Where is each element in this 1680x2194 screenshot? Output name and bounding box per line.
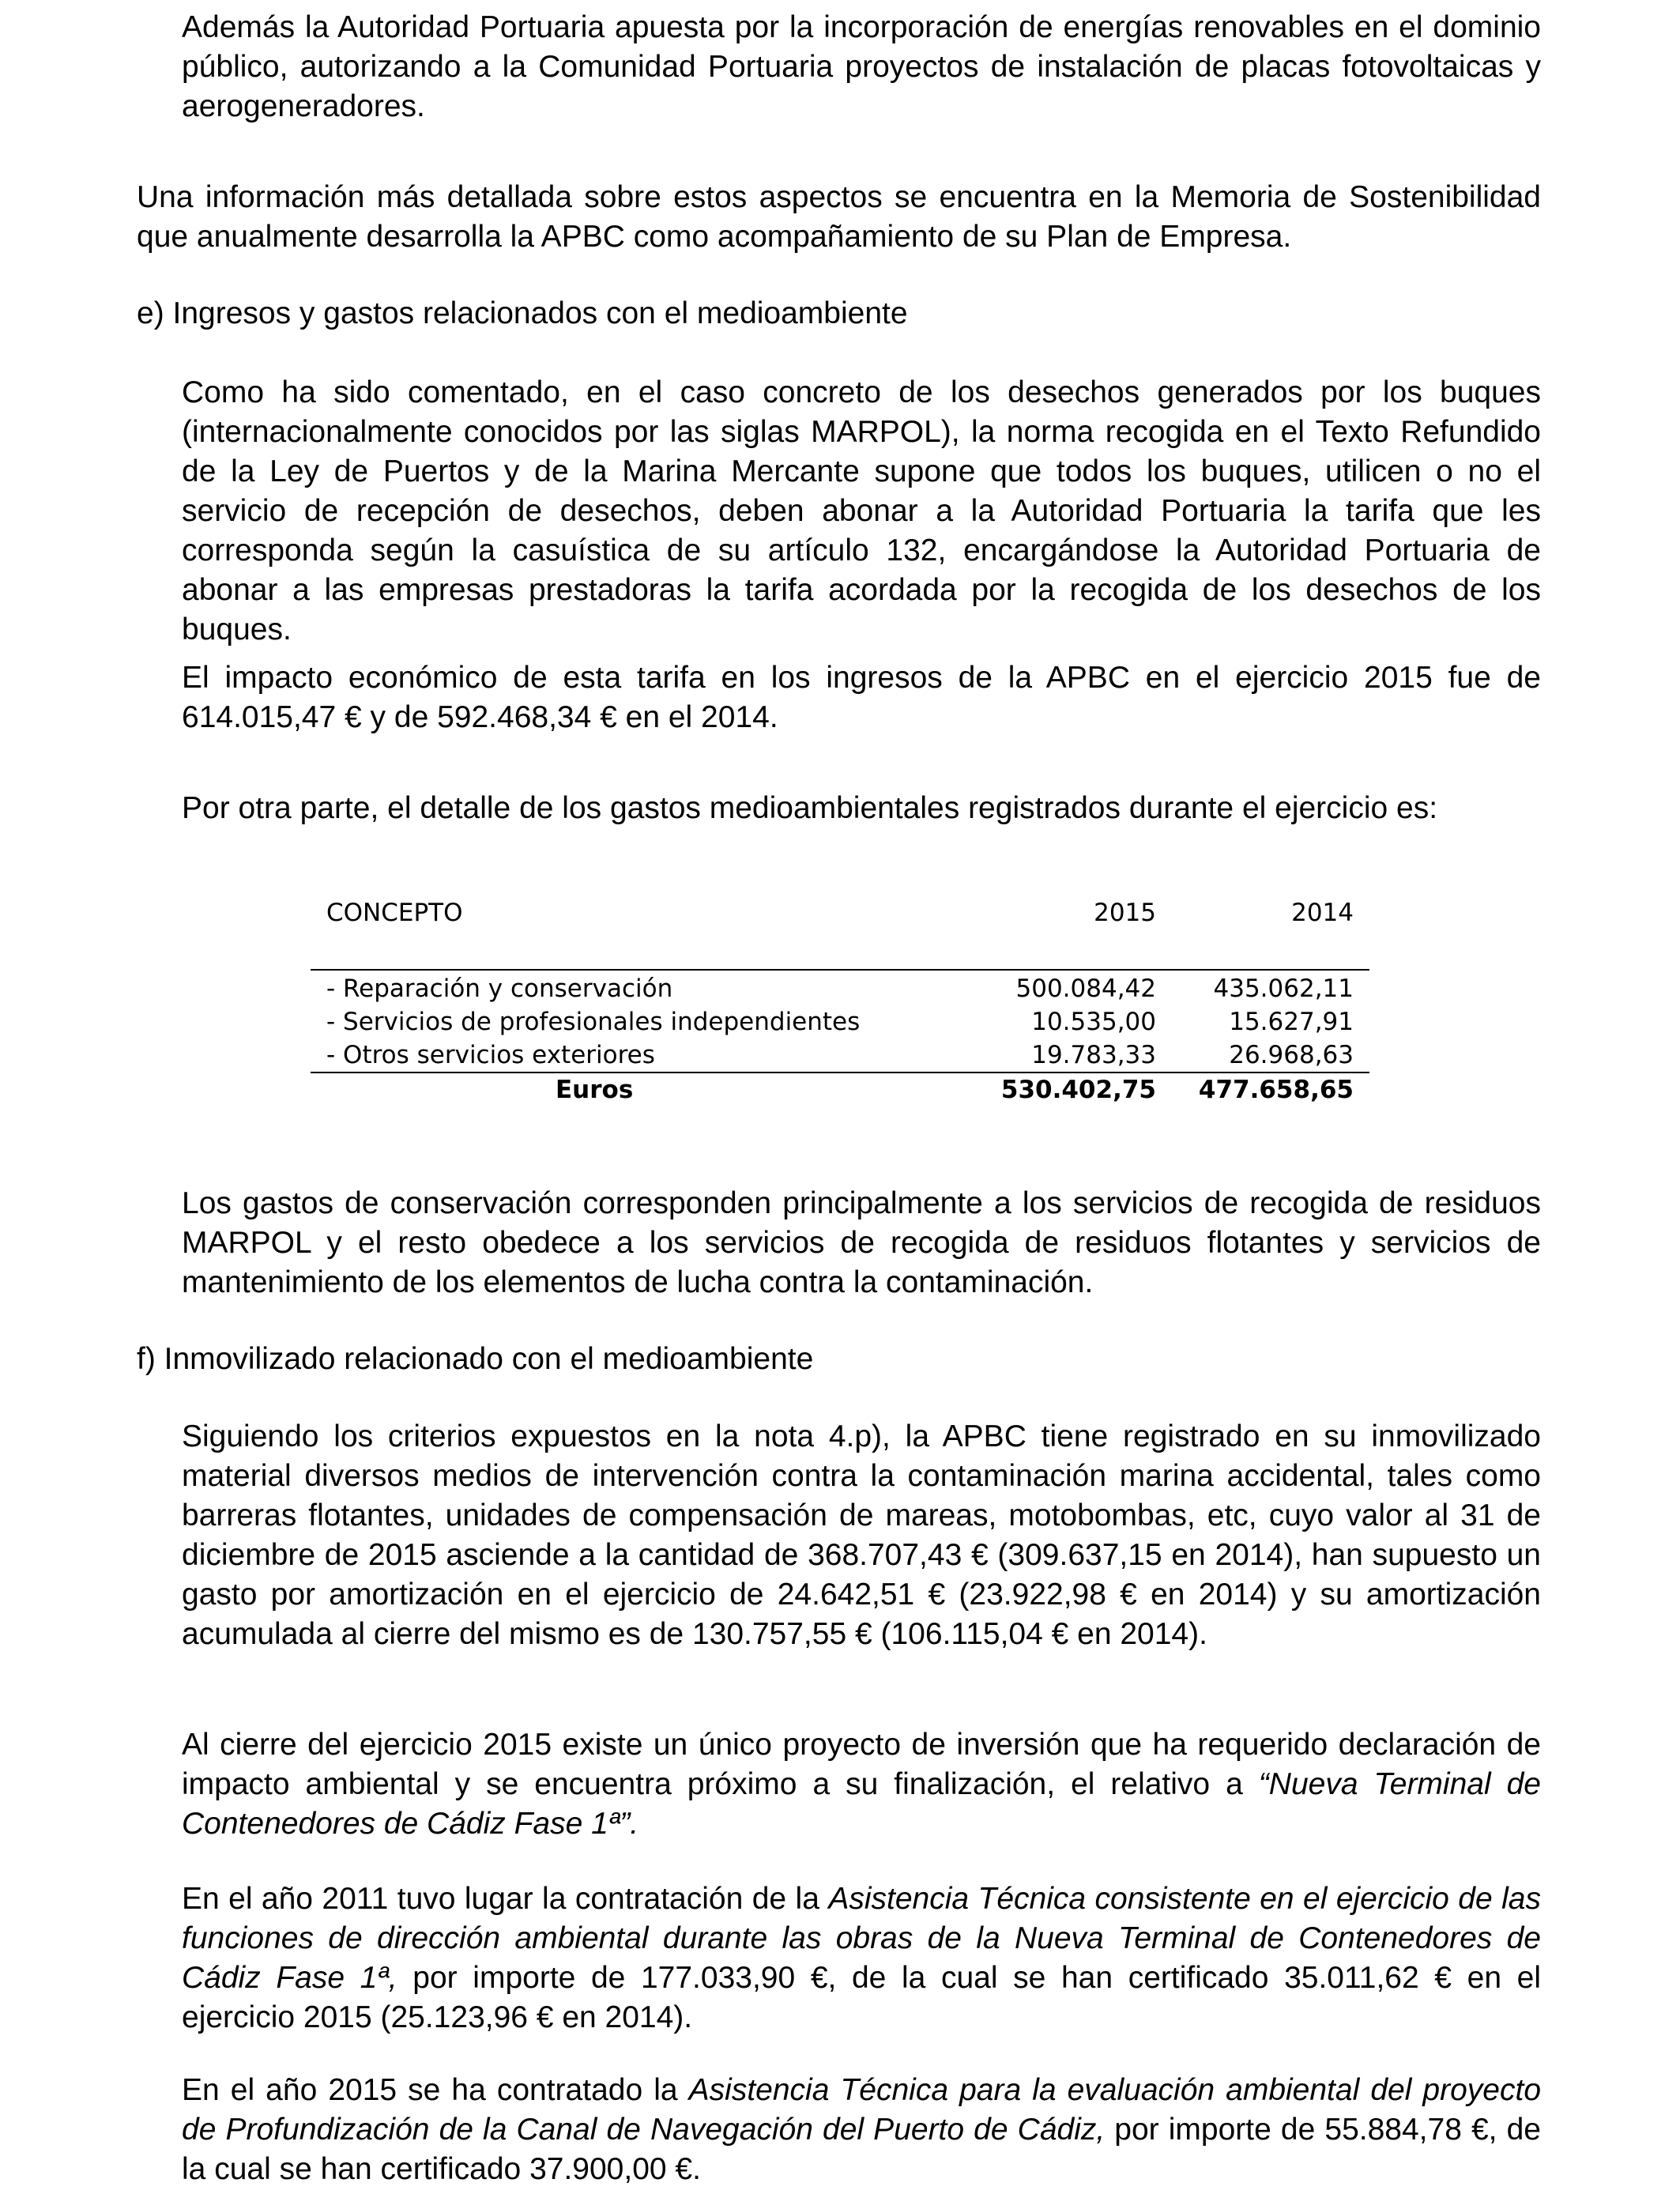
row-value-2015: 19.783,33 — [1031, 1041, 1156, 1069]
paragraph-technical-assistance-2011 — [182, 1879, 1541, 2038]
text-span: En el año 2011 tuvo lugar la contratación de la — [182, 1882, 829, 1916]
table-header-row — [311, 896, 1369, 929]
table-row — [311, 1005, 1369, 1039]
italic-assistance-title: Asistencia Técnica para la evaluación ambiental del proyecto de Profundización de la Canal de Navegación del Puerto de Cádiz, — [182, 2073, 1542, 2147]
header-concepto: CONCEPTO — [326, 899, 463, 927]
table-header-rule — [311, 969, 1369, 971]
paragraph-marpol-tariff: Como ha sido comentado, en el caso concreto de los desechos generados por los buques (internacionalmente conocidos por las siglas MARPOL), la norma recogida en el Texto Refundido de la Ley de Puertos y de la Marina Mercante supone que todos los buques, utilicen o no el servicio de recepción de desechos, deben abonar a la Autoridad Portuaria la tarifa que les corresponda según la casuística de su artículo 132, encargándose la Autoridad Portuaria de abonar a las empresas prestadoras la tarifa acordada por la recogida de los desechos de los buques. — [182, 375, 1541, 647]
row-concept: - Reparación y conservación — [326, 974, 673, 1003]
table-total-row — [311, 1073, 1369, 1106]
row-value-2014: 15.627,91 — [1229, 1008, 1354, 1036]
row-value-2015: 10.535,00 — [1031, 1008, 1156, 1036]
row-value-2014: 26.968,63 — [1229, 1041, 1354, 1069]
text-span: En el año 2015 se ha contratado la — [182, 2073, 689, 2107]
text-span: por importe de 177.033,90 €, de la cual se han certificado 35.011,62 € en el ejercicio 2015 (25.123,96 € en 2014). — [182, 1961, 1542, 2034]
paragraph-expenses-intro: Por otra parte, el detalle de los gastos medioambientales registrados durante el ejercicio es: — [182, 791, 1438, 825]
header-2014: 2014 — [1291, 899, 1354, 927]
table-row — [311, 1039, 1369, 1072]
paragraph-technical-assistance-2015 — [182, 2071, 1541, 2189]
total-label: Euros — [556, 1076, 634, 1104]
text-span: Al cierre del ejercicio 2015 existe un único proyecto de inversión que ha requerido declaración de impacto ambiental y se encuentra próximo a su finalización, el relativo a — [182, 1728, 1541, 1801]
text-span: por importe de 55.884,78 €, de la cual se han certificado 37.900,00 €. — [182, 2113, 1541, 2186]
row-concept: - Otros servicios exteriores — [326, 1041, 655, 1069]
paragraph-fixed-assets: Siguiendo los criterios expuestos en la nota 4.p), la APBC tiene registrado en su inmovilizado material diversos medios de intervención contra la contaminación marina accidental, tales como barreras flotantes, unidades de compensación de mareas, motobombas, etc, cuyo valor al 31 de diciembre de 2015 asciende a la cantidad de 368.707,43 € (309.637,15 en 2014), han supuesto un gasto por amortización en el ejercicio de 24.642,51 € (23.922,98 € en 2014) y su amortización acumulada al cierre del mismo es de 130.757,55 € (106.115,04 € en 2014). — [182, 1419, 1541, 1651]
row-concept: - Servicios de profesionales independientes — [326, 1008, 861, 1036]
paragraph-sustainability-report: Una información más detallada sobre estos aspectos se encuentra en la Memoria de Sostenibilidad que anualmente desarrolla la APBC como acompañamiento de su Plan de Empresa. — [137, 180, 1541, 254]
paragraph-investment-project — [182, 1725, 1541, 1844]
total-2015: 530.402,75 — [1000, 1076, 1156, 1104]
section-heading-f: f) Inmovilizado relacionado con el medioambiente — [137, 1342, 814, 1376]
italic-assistance-title: Asistencia Técnica consistente en el ejercicio de las funciones de dirección ambiental durante las obras de la Nueva Terminal de Contenedores de Cádiz Fase 1ª, — [182, 1882, 1541, 1995]
header-2015: 2015 — [1094, 899, 1156, 927]
paragraph-renewables: Además la Autoridad Portuaria apuesta por la incorporación de energías renovables en el dominio público, autorizando a la Comunidad Portuaria proyectos de instalación de placas fotovoltaicas y aerogeneradores. — [182, 10, 1541, 123]
row-value-2015: 500.084,42 — [1015, 974, 1156, 1003]
row-value-2014: 435.062,11 — [1213, 974, 1354, 1003]
paragraph-economic-impact: El impacto económico de esta tarifa en los ingresos de la APBC en el ejercicio 2015 fue de 614.015,47 € y de 592.468,34 € en el 2014. — [182, 661, 1541, 734]
table-row — [311, 972, 1369, 1005]
italic-project-name: “Nueva Terminal de Contenedores de Cádiz Fase 1ª”. — [182, 1767, 1541, 1841]
section-heading-e: e) Ingresos y gastos relacionados con el medioambiente — [137, 296, 908, 330]
total-2014: 477.658,65 — [1198, 1076, 1354, 1104]
paragraph-conservation-expenses: Los gastos de conservación corresponden principalmente a los servicios de recogida de residuos MARPOL y el resto obedece a los servicios de recogida de residuos flotantes y servicios de mantenimiento de los elementos de lucha contra la contaminación. — [182, 1186, 1541, 1299]
